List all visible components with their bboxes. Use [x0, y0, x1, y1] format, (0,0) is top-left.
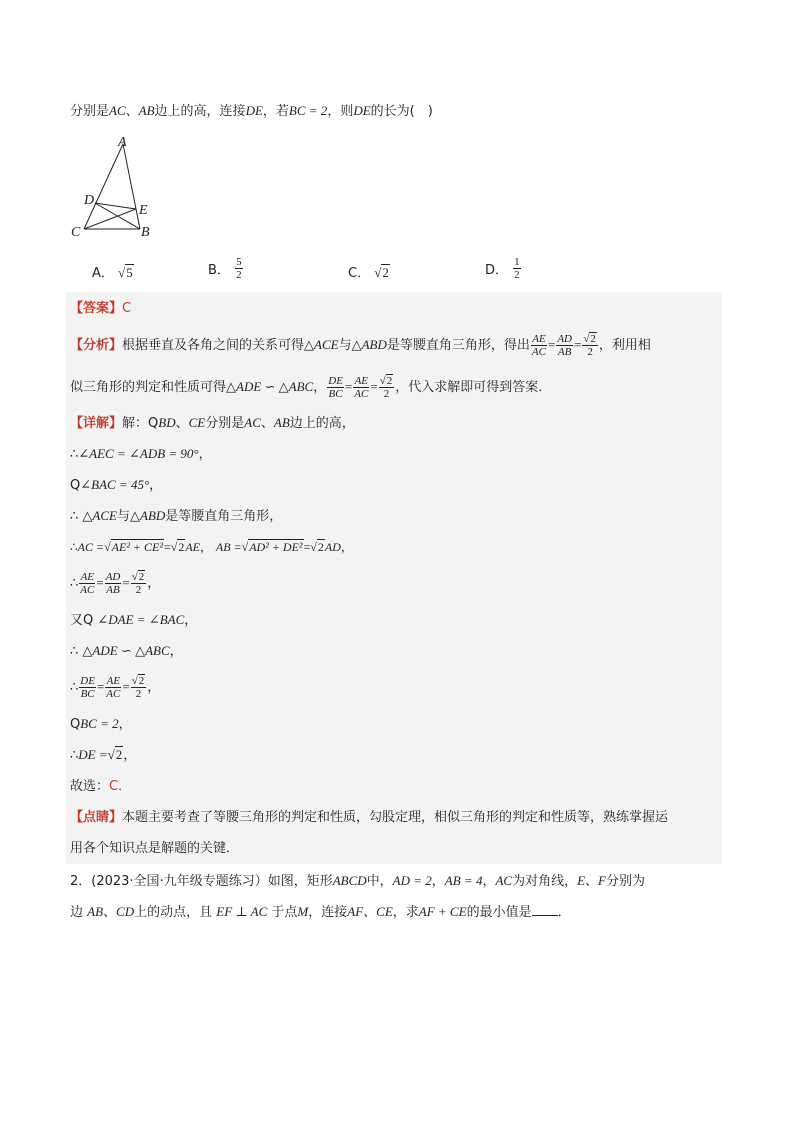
separator: 、 [125, 104, 139, 119]
numerator: 1 [514, 256, 520, 268]
therefore-symbol: ∴ [70, 680, 79, 695]
sqrt-expression: √2 [374, 265, 389, 280]
therefore-symbol: ∴ [70, 748, 79, 763]
detail-line-8 [70, 642, 183, 661]
numerator: AE [80, 571, 95, 583]
punct: ， [118, 717, 132, 732]
numerator: DE [80, 675, 95, 687]
radicand: AD² + DE² [249, 540, 303, 554]
q2-text: 于点 [271, 905, 298, 920]
because-symbol: Q [70, 478, 81, 493]
comment-text: 本题主要考查了等腰三角形的判定和性质，勾股定理，相似三角形的判定和性质等，熟练掌握运 [122, 810, 669, 825]
detail-line-5: ∴AC =√AE² + CE²=√2AE， AB =√AD² + DE²=√2AD， [70, 540, 353, 554]
punct: ， [482, 874, 496, 889]
punct: ， [147, 576, 161, 591]
equals: = [303, 540, 311, 554]
segment-ac: AC [244, 415, 261, 430]
detail-text: 又Q [70, 613, 94, 628]
equation: ∠BAC = 45° [80, 477, 150, 492]
radicand: 2 [382, 265, 389, 280]
punct: ， [169, 644, 183, 659]
denominator: AC [80, 584, 95, 596]
denominator: 2 [236, 269, 242, 281]
term: AD [324, 540, 341, 554]
analysis-text: 似三角形的判定和性质可得 [70, 380, 227, 395]
triangle-ace: △ACE [82, 508, 117, 523]
option-letter: B． [208, 263, 230, 278]
similarity: △ADE ∽ △ABC [226, 379, 314, 394]
triangle-ace: △ACE [304, 337, 339, 352]
q2-text: 2．(2023·全国·九年级专题练习）如图，矩形 [70, 874, 333, 889]
detail-line-4 [70, 507, 282, 526]
equation: ∠DAE = ∠BAC [97, 612, 185, 627]
radicand: 2 [138, 675, 145, 687]
answer-tag: 【答案】 [70, 301, 123, 316]
side-ab [123, 144, 140, 229]
stem-text: 分别是 [70, 104, 110, 119]
denominator: 2 [514, 269, 520, 281]
analysis-tag: 【分析】 [70, 338, 123, 353]
option-b[interactable] [208, 256, 244, 281]
punct: ， [313, 380, 327, 395]
segment-ce: CE [188, 415, 206, 430]
detail-line-3 [70, 476, 162, 495]
denominator: AC [531, 346, 546, 358]
question-2-line-2 [70, 903, 571, 922]
punct: ， [431, 874, 445, 889]
stem-text: 的长为( ) [370, 104, 433, 119]
q2-text: ，求 [392, 905, 419, 920]
radicand: 2 [138, 571, 145, 583]
analysis-text: 根据垂直及各角之间的关系可得 [122, 338, 305, 353]
q2-text: 上的动点，且 [134, 905, 213, 920]
comment-line-1 [70, 809, 668, 827]
points-ef: E、F [577, 873, 606, 888]
denominator: 2 [135, 584, 142, 596]
fraction-de-bc [327, 375, 344, 400]
equation: ∠AEC = ∠ADB = 90° [78, 446, 199, 461]
denominator: BC [80, 688, 95, 700]
q2-text: 分别为 [606, 874, 646, 889]
triangle-abd: △ABD [351, 337, 387, 352]
sqrt-expression: √5 [118, 265, 133, 280]
analysis-text: ，代入求解即可得到答案． [395, 380, 552, 395]
option-d[interactable] [485, 256, 522, 281]
therefore-symbol: ∴ [70, 540, 78, 554]
numerator: AE [532, 333, 546, 345]
stem-text: ，若 [262, 104, 289, 119]
analysis-line-1: 【分析】根据垂直及各角之间的关系可得△ACE与△ABD是等腰直角三角形，得出 $\frac{AE}{AC}$ = $\frac{AD}{AB}$ = $\frac{√2}{2}$ ，利用相 [70, 333, 651, 358]
punct: ． [557, 905, 571, 920]
comment-tag: 【点睛】 [70, 810, 123, 825]
fraction-ae-ac [531, 333, 547, 358]
numerator: 5 [236, 256, 242, 268]
punct: ， [340, 540, 353, 554]
denominator: 2 [587, 346, 593, 358]
denominator: AB [106, 584, 120, 596]
therefore-symbol: ∴ [70, 576, 79, 591]
q2-text: ，连接 [308, 905, 348, 920]
segment-ab: AB [273, 415, 290, 430]
similarity: △ADE ∽ △ABC [82, 643, 170, 658]
fraction-root2-2: $\frac{√2}{2}$ [379, 375, 393, 400]
detail-tag: 【详解】 [70, 416, 123, 431]
detail-line-6: ∴ $\frac{AE}{AC}$ = $\frac{AD}{AB}$ = $\frac{√2}{2}$ ， [70, 571, 161, 596]
detail-line-1 [70, 414, 355, 433]
q2-text: 中， [366, 874, 393, 889]
radicand: 5 [126, 265, 133, 280]
answer-line [70, 300, 131, 318]
detail-line-9: ∴ $\frac{DE}{BC}$ = $\frac{AE}{AC}$ = $\frac{√2}{2}$ ， [70, 675, 161, 700]
expression: AF + CE [418, 904, 467, 919]
fraction-ae-ac [79, 571, 95, 596]
punct: ， [147, 680, 161, 695]
numerator: DE [328, 375, 343, 387]
therefore-symbol: ∴ [70, 644, 79, 659]
equation: AC = [77, 540, 105, 554]
radicand: 2 [590, 333, 596, 345]
denominator: AB [557, 346, 572, 358]
segment-ab: AB [138, 103, 155, 118]
option-letter: A． [92, 266, 114, 281]
detail-text: 边上的高， [289, 416, 355, 431]
question-2-line-1 [70, 872, 645, 891]
analysis-line-2: 似三角形的判定和性质可得△ADE ∽ △ABC， $\frac{DE}{BC}$ = $\frac{AE}{AC}$ = $\frac{√2}{2}$ ，代入求解即可得到答案． [70, 375, 552, 400]
numerator: AD [557, 333, 572, 345]
because-symbol: Q [70, 717, 81, 732]
equation: AD = 2 [392, 873, 432, 888]
chosen-answer: C． [109, 779, 132, 794]
analysis-text: 与 [338, 338, 352, 353]
denominator: BC [328, 388, 343, 400]
separator: 、 [260, 416, 274, 431]
rectangle-name: ABCD [332, 873, 367, 888]
segment-ac: AC [495, 873, 513, 888]
equals: = [163, 540, 171, 554]
label-d: D [84, 193, 95, 208]
segment-bd: BD [158, 415, 176, 430]
detail-text: 解：Q [122, 416, 159, 431]
punct: ， [123, 748, 137, 763]
numerator: AE [106, 675, 121, 687]
sides: AB、CD [87, 904, 135, 919]
segment-ac: AC [109, 103, 126, 118]
denominator: AC [106, 688, 121, 700]
detail-text: 故选： [70, 779, 110, 794]
fraction [513, 256, 521, 281]
fraction-root2-2: $\frac{√2}{2}$ [583, 333, 596, 358]
fraction-ae-ac [353, 375, 369, 400]
label-c: C [71, 225, 81, 240]
detail-text: 分别是 [205, 416, 245, 431]
fraction-de-bc [79, 675, 96, 700]
denominator: 2 [383, 388, 390, 400]
analysis-text: ，利用相 [598, 338, 651, 353]
label-e: E [139, 203, 148, 218]
detail-text: 与 [116, 509, 130, 524]
numerator: AD [105, 571, 121, 583]
punct: ， [200, 540, 213, 554]
fraction-root2-2: $\frac{√2}{2}$ [131, 675, 145, 700]
segment-de: DE [353, 103, 371, 118]
therefore-symbol: ∴ [70, 447, 79, 462]
option-a[interactable] [92, 262, 134, 281]
detail-line-11: ∴DE =√2， [70, 747, 137, 763]
stem-text: ，则 [327, 104, 354, 119]
detail-text: 是等腰直角三角形， [165, 509, 283, 524]
equation: BC = 2 [80, 716, 119, 731]
perpendicular: EF ⊥ AC [216, 904, 268, 919]
condition: BC = 2 [288, 103, 328, 118]
answer-blank[interactable] [532, 903, 558, 916]
option-letter: D． [485, 263, 509, 278]
term: AE [185, 540, 201, 554]
comment-text: 用各个知识点是解题的关键． [70, 841, 240, 856]
analysis-text: 是等腰直角三角形，得出 [386, 338, 530, 353]
label-b: B [141, 225, 150, 240]
punct: ， [149, 478, 163, 493]
fraction-ad-ab [105, 571, 122, 596]
answer-value: C [122, 301, 132, 316]
equation: DE = [78, 747, 108, 762]
detail-line-12 [70, 778, 131, 796]
detail-line-10 [70, 715, 132, 734]
therefore-symbol: ∴ [70, 509, 79, 524]
radicand: 2 [115, 747, 123, 762]
option-c[interactable] [348, 262, 390, 281]
detail-line-2 [70, 445, 212, 464]
q2-text: 为对角线， [512, 874, 578, 889]
equation: AB = [215, 540, 242, 554]
segments: AF、CE [347, 904, 393, 919]
detail-line-7 [70, 611, 197, 630]
denominator: AC [354, 388, 369, 400]
q2-text: 边 [70, 905, 84, 920]
equation: AB = 4 [444, 873, 483, 888]
fraction-ae-ac [105, 675, 121, 700]
fraction [235, 256, 243, 281]
fraction-ad-ab [556, 333, 573, 358]
option-letter: C． [348, 266, 371, 281]
comment-line-2 [70, 840, 239, 858]
punct: ， [184, 613, 198, 628]
segment-de: DE [245, 103, 263, 118]
radicand: 2 [386, 375, 393, 387]
radicand: AE² + CE² [111, 540, 163, 554]
punct: ， [198, 447, 212, 462]
question-stem [70, 102, 433, 121]
triangle-figure [66, 132, 166, 242]
q2-text: 的最小值是 [466, 905, 532, 920]
fraction-root2-2: $\frac{√2}{2}$ [131, 571, 145, 596]
numerator: AE [354, 375, 369, 387]
denominator: 2 [135, 688, 142, 700]
triangle-abd: △ABD [130, 508, 166, 523]
separator: 、 [175, 416, 189, 431]
label-a: A [118, 135, 127, 150]
point-m: M [297, 904, 309, 919]
stem-text: 边上的高，连接 [154, 104, 246, 119]
